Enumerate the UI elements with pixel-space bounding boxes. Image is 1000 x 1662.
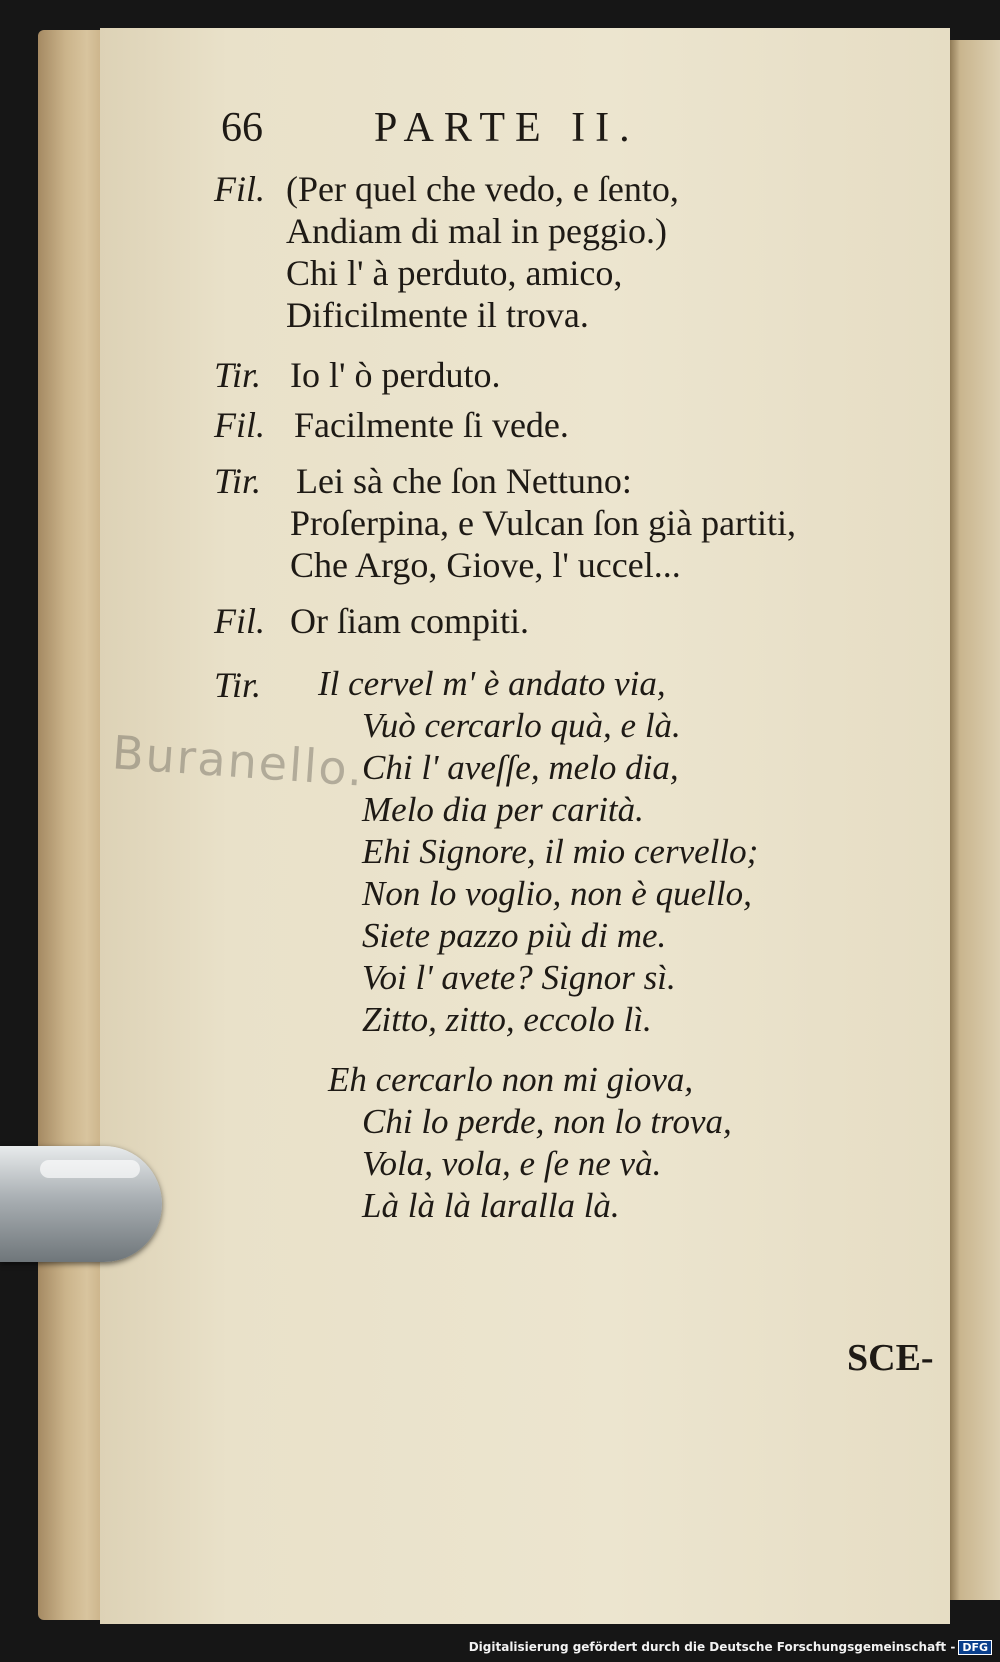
aria-line: Zitto, zitto, eccolo lì. [362,1000,652,1039]
verse-line: Facilmente ſi vede. [294,405,569,445]
aria-line: Ehi Signore, il mio cervello; [362,832,759,871]
page-clip [0,1146,162,1262]
aria-line: Siete pazzo più di me. [362,916,667,955]
aria-line: Chi l' aveſſe, melo dia, [362,748,679,787]
aria-line: Il cervel m' è andato via, [318,664,666,703]
speaker-label: Tir. [214,355,262,395]
verse-line: (Per quel che vedo, e ſento, [286,169,679,209]
aria-line: Eh cercarlo non mi giova, [328,1060,694,1099]
speaker-label: Fil. [214,405,265,445]
speaker-label: Fil. [214,169,265,209]
page-number: 66 [221,105,263,151]
footer-text: Digitalisierung gefördert durch die Deutsche Forschungsgemeinschaft - [468,1640,956,1654]
aria-line: Vola, vola, e ſe ne và. [362,1144,662,1183]
aria-line: Voi l' avete? Signor sì. [362,958,676,997]
verse-line: Proſerpina, e Vulcan ſon già partiti, [290,503,797,543]
page-edges [38,30,108,1620]
aria-line: Melo dia per carità. [362,790,644,829]
handwritten-marginalia: Buranello. [110,725,367,797]
verse-line: Io l' ò perduto. [290,355,501,395]
verse-line: Or ſiam compiti. [290,601,529,641]
catchword: SCE- [847,1337,934,1379]
aria-line: Chi lo perde, non lo trova, [362,1102,732,1141]
facing-page-edge [950,40,1000,1600]
verse-line: Chi l' à perduto, amico, [286,253,623,293]
running-title: PARTE II. [374,105,640,151]
aria-line: Non lo voglio, non è quello, [362,874,752,913]
verse-line: Che Argo, Giove, l' uccel... [290,545,681,585]
digitization-footer [469,1640,992,1655]
speaker-label: Fil. [214,601,265,641]
aria-line: Vuò cercarlo quà, e là. [362,706,681,745]
dfg-logo: DFG [958,1640,992,1655]
aria-line: Là là là laralla là. [362,1186,620,1225]
verse-line: Dificilmente il trova. [286,295,589,335]
speaker-label: Tir. [214,665,262,705]
verse-line: Lei sà che ſon Nettuno: [296,461,632,501]
speaker-label: Tir. [214,461,262,501]
verse-line: Andiam di mal in peggio.) [286,211,667,251]
